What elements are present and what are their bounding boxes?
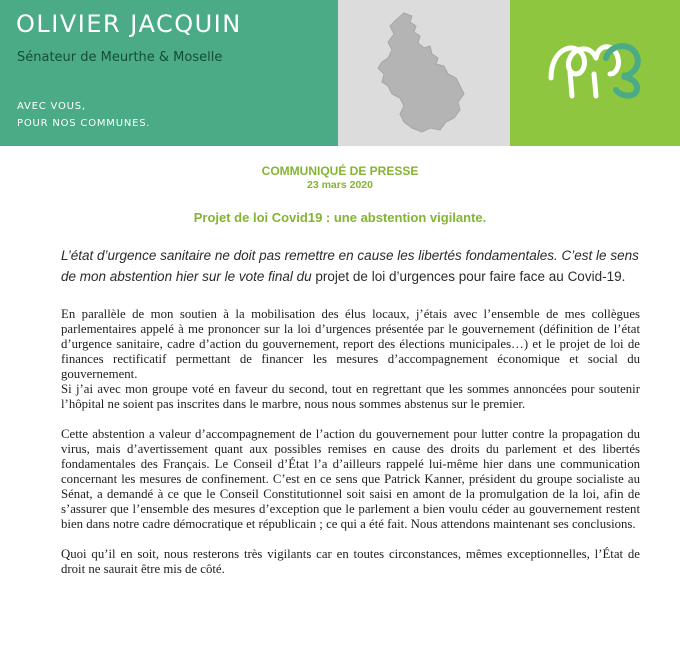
- lead-normal-text: projet de loi d’urgences pour faire face au Covid-19.: [311, 269, 626, 284]
- meurthe-et-moselle-map-icon: [360, 10, 470, 136]
- press-release-date: 23 mars 2020: [307, 179, 373, 191]
- release-title: Projet de loi Covid19 : une abstention vigilante.: [193, 210, 487, 225]
- body-paragraph: Si j’ai avec mon groupe voté en faveur du second, tout en regrettant que les sommes annoncées pour soutenir l’hôpital ne soient pas inscrites dans le marbre, nous nous sommes abstenus sur le premier.: [61, 382, 640, 411]
- tagline-line-1: AVEC VOUS,: [17, 101, 86, 112]
- mm-logo-icon: [548, 38, 648, 100]
- tagline-line-2: POUR NOS COMMUNES.: [17, 118, 151, 129]
- release-body: [61, 307, 640, 577]
- senator-name: OLIVIER JACQUIN: [16, 10, 242, 38]
- senator-role: Sénateur de Meurthe & Moselle: [17, 50, 223, 65]
- tagline: [17, 98, 150, 132]
- lead-italic-text: L’état d’urgence sanitaire ne doit pas remettre en cause les libertés fondamentales. C’est le sens de mon abstention hier sur le vote final du: [61, 248, 639, 284]
- body-paragraph: En parallèle de mon soutien à la mobilisation des élus locaux, j’étais avec l’ensemble de mes collègues parlementaires appelé à me prononcer sur la loi d’urgences présentée par le gouvernement (définition de l’état d’urgence sanitaire, cadre d’action du gouvernement, report des élections municipales…) et le projet de loi de finances rectificatif permettant de financer les mesures d’accompagnement économique et social du gouvernement.: [61, 307, 640, 381]
- press-release-label: COMMUNIQUÉ DE PRESSE: [261, 164, 419, 178]
- press-release-heading: [0, 164, 680, 192]
- body-paragraph: Quoi qu’il en soit, nous resterons très vigilants car en toutes circonstances, mêmes exceptionnelles, l’État de droit ne saurait être mis de côté.: [61, 547, 640, 576]
- lead-paragraph: [61, 245, 640, 287]
- body-paragraph: Cette abstention a valeur d’accompagnement de l’action du gouvernement pour lutter contre la propagation du virus, mais d’avertissement quant aux possibles remises en cause des droits du parlement et des libertés fondamentales des Français. Le Conseil d’État l’a d’ailleurs rappelé lui-même hier dans une communication concernant les mesures de confinement. C’est en ce sens que Patrick Kanner, président du groupe socialiste au Sénat, a demandé à ce que le Conseil Constitutionnel soit saisi en amont de la promulgation de la loi, afin de s’assurer que l’ensemble des mesures d’exception que le parlement a bien voulu céder au gouvernement restent bien dans notre cadre démocratique et républicain ; ce qui a été fait. Nous attendons maintenant ses conclusions.: [61, 427, 640, 531]
- letterhead: [0, 0, 680, 146]
- header-teal-panel: [0, 0, 338, 146]
